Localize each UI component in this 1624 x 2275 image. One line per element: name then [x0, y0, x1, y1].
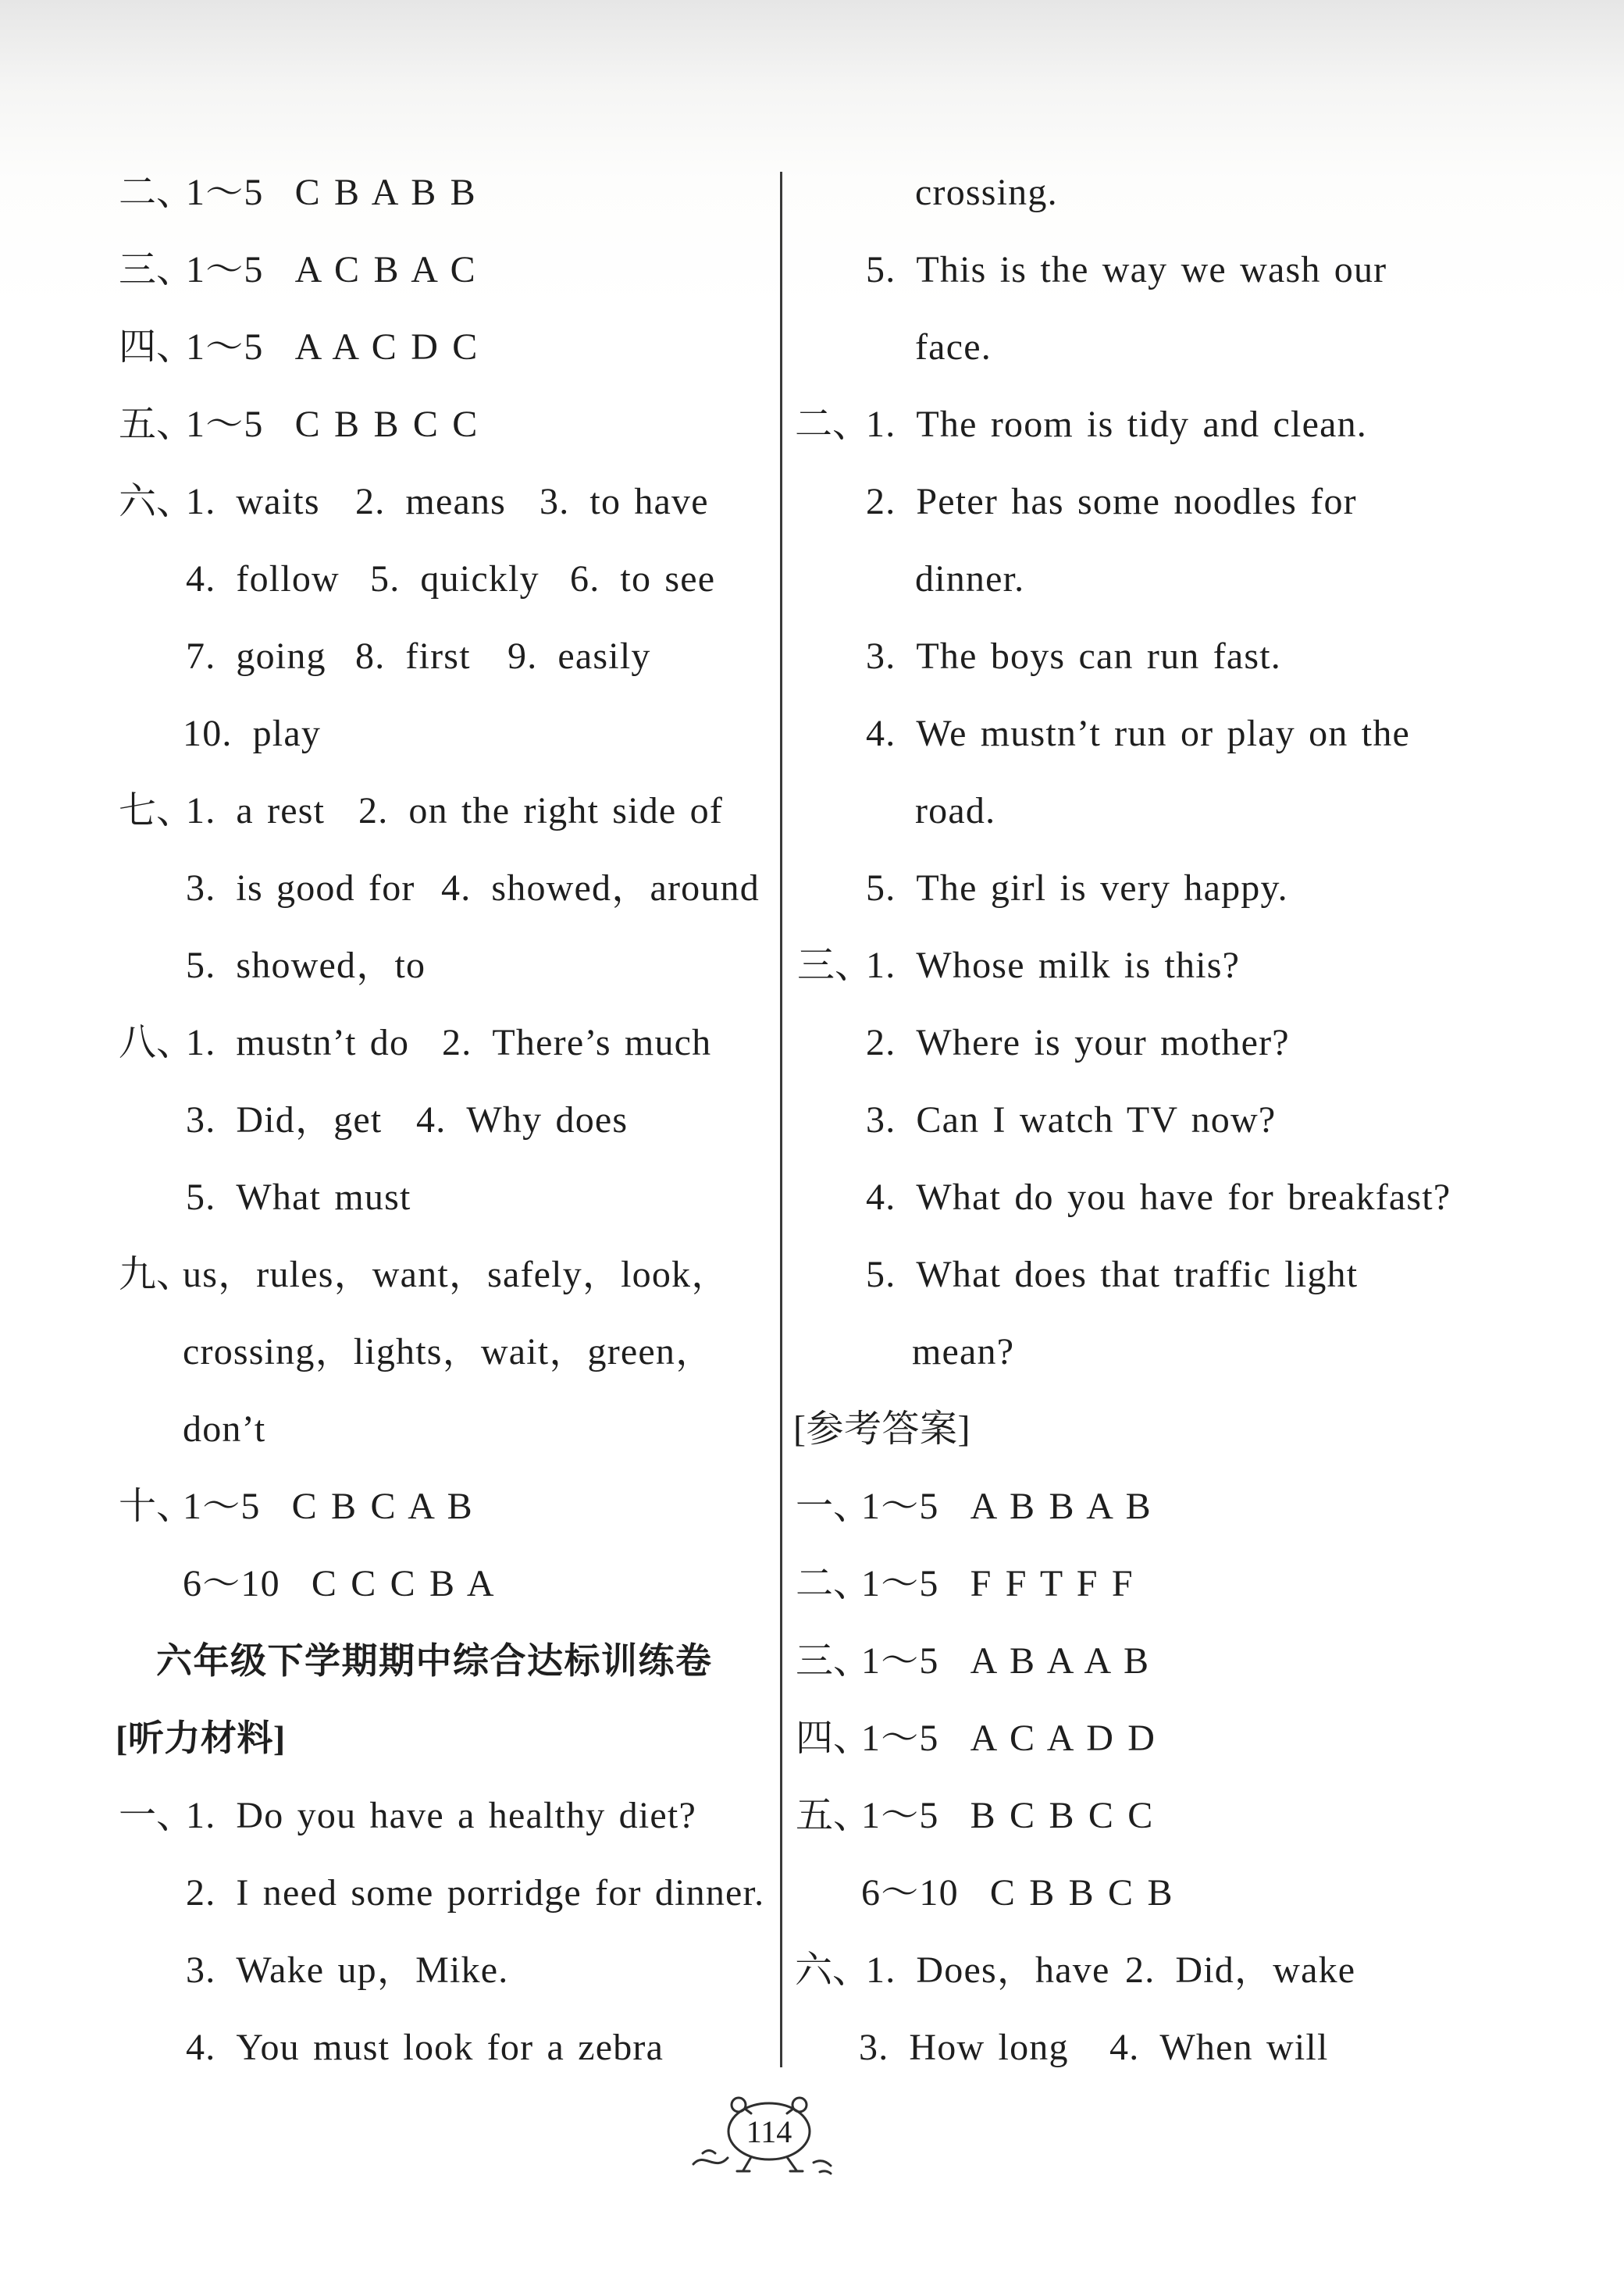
answer-row [0, 942, 1624, 989]
answer-text: face. [915, 326, 992, 368]
item-text: Wake up，Mike. [236, 1949, 509, 1991]
answer-item [861, 1483, 1152, 1530]
answer-text: mean? [912, 1331, 1015, 1372]
item-number: 9. [508, 636, 538, 677]
item-number: 4. [416, 1099, 447, 1141]
item-text: You must look for a zebra [236, 2027, 664, 2068]
item-number: 4. [186, 558, 216, 600]
answer-row [0, 865, 1624, 912]
item-number: 7. [186, 636, 216, 677]
answer-item [1109, 2024, 1329, 2071]
item-number: 1. [186, 1022, 216, 1063]
item-range: 1～5 [861, 1563, 939, 1604]
item-number: 1. [186, 790, 216, 831]
item-number: 2. [186, 1872, 216, 1914]
answer-item [861, 1638, 1149, 1685]
question-label: 九、 [119, 1254, 194, 1295]
item-range: 1～5 [861, 1486, 939, 1527]
item-text: What must [236, 1177, 411, 1218]
item-number: 3. [540, 481, 570, 522]
answer-row [0, 1174, 1624, 1221]
item-text: Does，have [916, 1949, 1110, 1991]
answer-item [866, 1947, 1109, 1994]
question-label: 五、 [796, 1795, 871, 1836]
item-number: 4. [1109, 2027, 1140, 2068]
answer-row [0, 788, 1624, 835]
item-number: 2. [358, 790, 389, 831]
item-answers: B C B C C [970, 1795, 1154, 1836]
answer-row [0, 401, 1624, 448]
item-answers: C B B C B [989, 1872, 1173, 1914]
item-number: 2. [1125, 1949, 1156, 1991]
item-answers: A B A A B [970, 1640, 1150, 1682]
item-text: showed，to [236, 945, 426, 986]
answer-row [0, 556, 1624, 603]
answer-item [866, 1174, 1451, 1221]
item-number: 3. [859, 2027, 889, 2068]
item-text: How long [909, 2027, 1069, 2068]
answer-row [0, 479, 1624, 525]
answer-item [861, 1793, 1154, 1839]
item-text: play [252, 713, 322, 754]
item-number: 2. [355, 481, 386, 522]
item-number: 4. [866, 713, 896, 754]
item-text: mustn’t do [236, 1022, 410, 1063]
item-text: easily [557, 636, 651, 677]
answer-row [0, 1097, 1624, 1144]
item-number: 1. [866, 404, 896, 445]
answer-row [0, 1638, 1624, 1685]
answer-item [866, 401, 1367, 448]
section-heading-row [0, 1406, 1624, 1453]
answer-item [859, 2024, 1069, 2071]
item-text: What do you have for breakfast? [916, 1177, 1451, 1218]
answer-row [0, 633, 1624, 680]
question-label: 一、 [119, 1795, 194, 1836]
item-text: There’s much [492, 1022, 712, 1063]
answer-item [866, 1020, 1290, 1066]
item-number: 4. [441, 867, 472, 909]
answer-text: don’t [183, 1408, 266, 1450]
page-number: 114 [746, 2114, 792, 2149]
answer-item [1125, 1947, 1355, 1994]
item-text: to see [620, 558, 716, 600]
item-answers: F F T F F [970, 1563, 1134, 1604]
item-number: 3. [186, 1949, 216, 1991]
item-text: I need some porridge for dinner. [236, 1872, 765, 1914]
item-answers: C B C A B [291, 1486, 473, 1527]
item-text: Where is your mother? [916, 1022, 1290, 1063]
item-number: 6. [570, 558, 600, 600]
question-label: 一、 [796, 1486, 871, 1527]
item-number: 5. [370, 558, 401, 600]
question-label: 三、 [797, 945, 873, 986]
question-label: 二、 [119, 172, 194, 213]
item-number: 1. [186, 481, 216, 522]
item-number: 5. [866, 249, 896, 290]
answer-item [861, 1715, 1156, 1762]
answer-item [866, 942, 1240, 989]
item-text: The room is tidy and clean. [916, 404, 1367, 445]
item-text: quickly [420, 558, 540, 600]
answer-row [0, 1947, 1624, 1994]
question-label: 四、 [796, 1718, 871, 1759]
answer-item [866, 865, 1288, 912]
item-text: When will [1159, 2027, 1329, 2068]
item-number: 4. [186, 2027, 216, 2068]
item-answers: C B A B B [294, 172, 476, 213]
item-text: Why does [466, 1099, 629, 1141]
answer-text: crossing，lights，wait，green， [183, 1331, 714, 1372]
item-number: 3. [186, 867, 216, 909]
item-answers: C B B C C [294, 404, 479, 445]
item-number: 3. [866, 636, 896, 677]
item-text: waits [236, 481, 320, 522]
item-range: 1～5 [186, 404, 264, 445]
answer-row [0, 169, 1624, 216]
item-number: 2. [442, 1022, 472, 1063]
question-label: 三、 [119, 249, 194, 290]
item-number: 5. [866, 867, 896, 909]
item-range: 1～5 [861, 1640, 939, 1682]
item-range: 1～5 [186, 326, 264, 368]
answer-item [866, 633, 1281, 680]
item-number: 5. [866, 1254, 896, 1295]
item-number: 2. [866, 481, 896, 522]
item-text: to have [589, 481, 709, 522]
answer-row [0, 1561, 1624, 1607]
question-label: 六、 [795, 1949, 871, 1991]
answer-row [0, 2024, 1624, 2071]
item-text: is good for [236, 867, 415, 909]
item-text: means [405, 481, 507, 522]
answer-item [861, 1870, 1173, 1917]
answer-row [0, 324, 1624, 371]
item-number: 10. [183, 713, 233, 754]
answer-row [0, 1020, 1624, 1066]
answer-row [0, 710, 1624, 757]
item-range: 1～5 [183, 1486, 261, 1527]
item-text: first [405, 636, 471, 677]
section-heading: [参考答案] [793, 1408, 970, 1450]
item-text: Did，get [236, 1099, 383, 1141]
item-answers: A C B A C [294, 249, 476, 290]
item-number: 5. [186, 1177, 216, 1218]
answer-item [866, 247, 1387, 294]
question-label: 八、 [119, 1022, 194, 1063]
answer-row [0, 1793, 1624, 1839]
item-range: 1～5 [861, 1795, 939, 1836]
item-text: Did，wake [1175, 1949, 1356, 1991]
question-label: 三、 [796, 1640, 871, 1682]
question-label: 二、 [796, 1563, 871, 1604]
item-range: 1～5 [186, 249, 264, 290]
item-number: 5. [186, 945, 216, 986]
item-text: The girl is very happy. [916, 867, 1288, 909]
item-range: 1～5 [861, 1718, 939, 1759]
item-number: 8. [355, 636, 386, 677]
answer-item [866, 1097, 1276, 1144]
answer-row [0, 1483, 1624, 1530]
item-text: This is the way we wash our [916, 249, 1387, 290]
item-text: on the right side of [408, 790, 724, 831]
answer-item [866, 1251, 1358, 1298]
item-answers: A B B A B [970, 1486, 1152, 1527]
answer-text: road. [915, 790, 996, 831]
item-range: 1～5 [186, 172, 264, 213]
question-label: 十、 [119, 1486, 194, 1527]
question-label: 六、 [119, 481, 194, 522]
answer-text: crossing. [915, 172, 1058, 213]
item-text: The boys can run fast. [916, 636, 1282, 677]
answer-row [0, 247, 1624, 294]
item-text: going [236, 636, 326, 677]
question-label: 四、 [119, 326, 194, 368]
item-number: 2. [866, 1022, 896, 1063]
item-text: follow [236, 558, 340, 600]
answer-row [0, 1715, 1624, 1762]
item-text: showed，around [491, 867, 760, 909]
answer-item [866, 479, 1357, 525]
answer-row [0, 1329, 1624, 1376]
question-label: 五、 [119, 404, 194, 445]
item-text: a rest [236, 790, 326, 831]
item-number: 1. [866, 945, 896, 986]
answer-item [861, 1561, 1134, 1607]
question-label: 七、 [119, 790, 194, 831]
item-number: 3. [186, 1099, 216, 1141]
item-number: 3. [866, 1099, 896, 1141]
item-text: Whose milk is this? [916, 945, 1241, 986]
answer-item [866, 710, 1410, 757]
item-text: What does that traffic light [916, 1254, 1359, 1295]
item-number: 1. [866, 1949, 896, 1991]
answer-row [0, 1870, 1624, 1917]
section-heading: [听力材料] [116, 1718, 286, 1758]
item-number: 4. [866, 1177, 896, 1218]
item-answers: A C A D D [970, 1718, 1156, 1759]
section-title: 六年级下学期期中综合达标训练卷 [156, 1641, 713, 1681]
item-answers: A A C D C [294, 326, 479, 368]
item-answers: C C C B A [311, 1563, 495, 1604]
item-range: 6～10 [183, 1563, 280, 1604]
item-number: 1. [186, 1795, 216, 1836]
answer-row [0, 1251, 1624, 1298]
answer-text: us，rules，want，safely，look， [183, 1254, 730, 1295]
item-text: Peter has some noodles for [916, 481, 1357, 522]
item-text: We mustn’t run or play on the [916, 713, 1411, 754]
question-label: 二、 [795, 404, 871, 445]
answer-text: dinner. [915, 558, 1025, 600]
item-range: 6～10 [861, 1872, 959, 1914]
item-text: Do you have a healthy diet? [236, 1795, 696, 1836]
item-text: Can I watch TV now? [916, 1099, 1277, 1141]
